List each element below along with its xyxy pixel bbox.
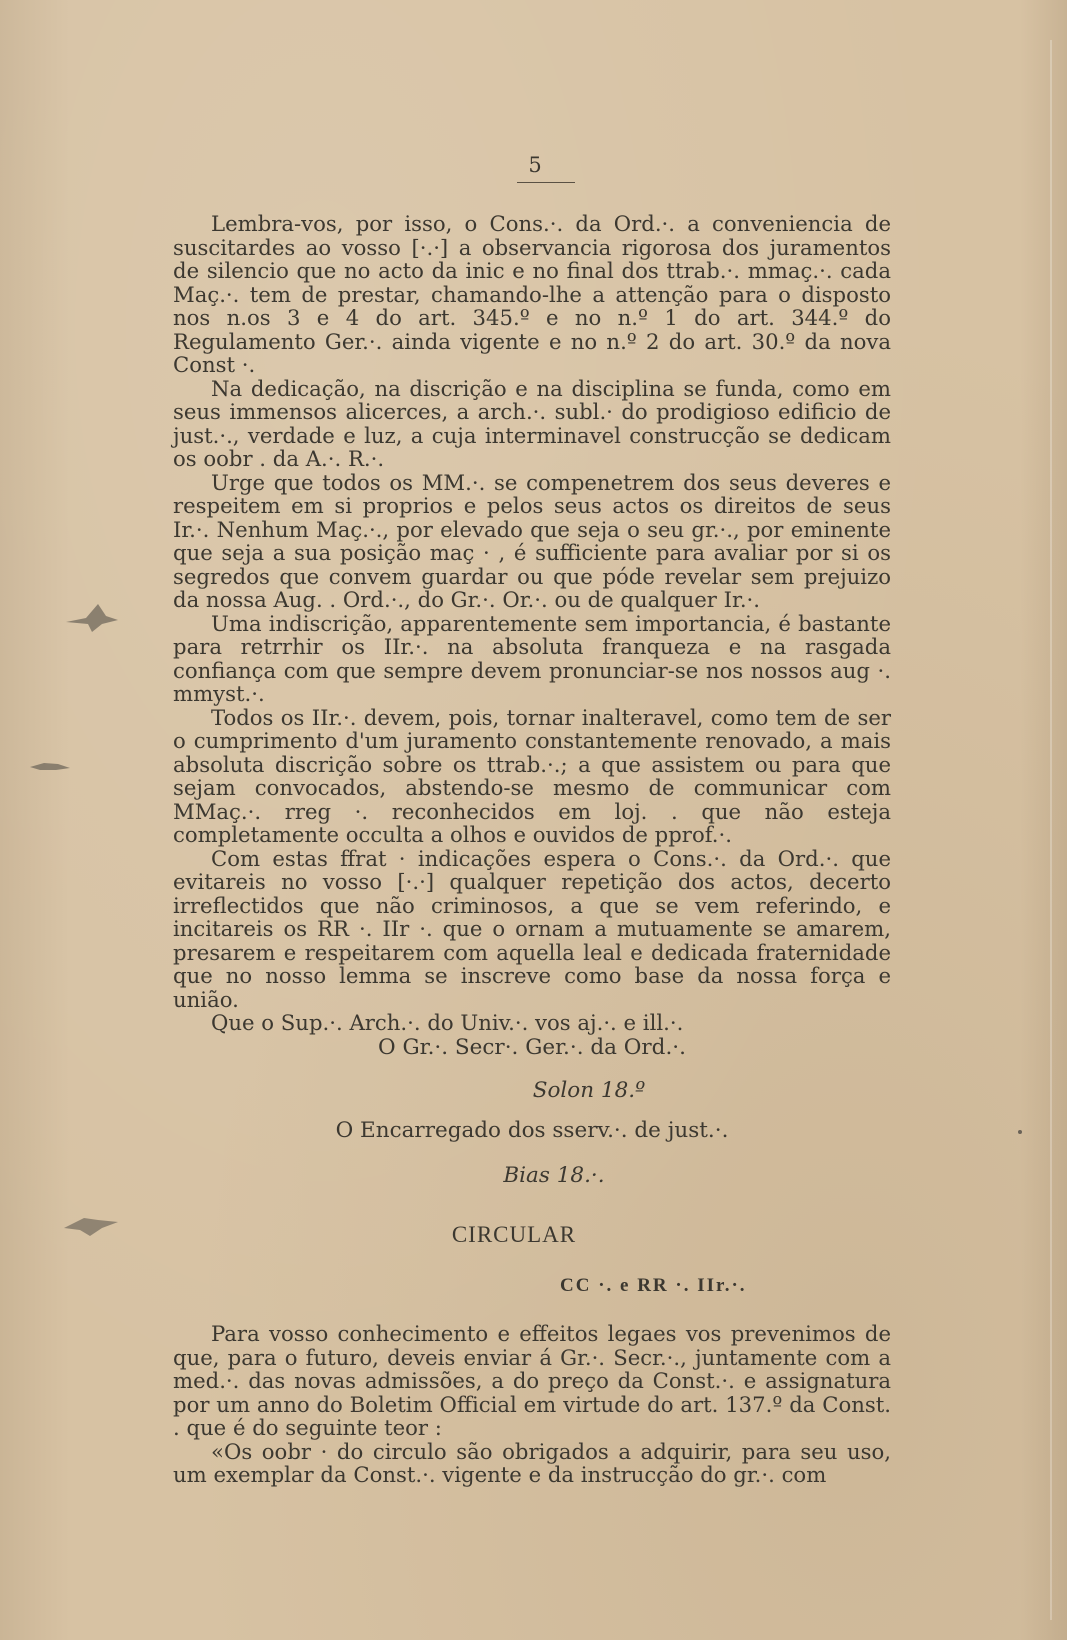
binding-mark-icon: [28, 755, 72, 777]
circular-paragraph: Para vosso conhecimento e effeitos legaes vos prevenimos de que, para o futuro, deveis enviar á Gr.·. Secr.·., juntamente com a med.·. das novas admissões, a do preço da Const.·. e assignatura por um anno do Boletim Official em virtude do art. 137.º da Const. . que é do seguinte teor :: [173, 1321, 891, 1440]
body-paragraph: Urge que todos os MM.·. se compenetrem dos seus deveres e respeitem em si proprios e pelos seus actos os direitos de seus Ir.·. Nenhum Maç.·., por elevado que seja o seu gr.·., por eminente que seja a sua posição maç · , é sufficiente para avaliar por si os segredos que convem guardar ou que póde revelar sem prejuizo da nossa Aug. . Ord.·., do Gr.·. Or.·. ou de qualquer Ir.·.: [173, 469, 891, 612]
page-number: 5: [528, 153, 542, 177]
circular-addressees: CC ·. e RR ·. IIr.·.: [560, 1275, 747, 1296]
secretary-title: O Gr.·. Secr·. Ger.·. da Ord.·.: [378, 1035, 686, 1060]
specks-decoration: [1018, 1130, 1022, 1134]
body-paragraph: Todos os IIr.·. devem, pois, tornar inalteravel, como tem de ser o cumprimento d'um juramento constantemente renovado, a mais absoluta discrição sobre os ttrab.·.; a que assistem ou para que sejam convocados, abstendo-se mesmo de communicar com MMaç.·. rreg ·. reconhecidos em loj. . que não esteja completamente occulta a olhos e ouvidos de pprof.·.: [173, 704, 891, 847]
circular-heading: CIRCULAR: [451, 1222, 577, 1247]
closing-line: Que o Sup.·. Arch.·. do Univ.·. vos aj.·. e ill.·.: [211, 1010, 684, 1035]
circular-body: [173, 1322, 891, 1487]
binding-mark-icon: [62, 600, 122, 634]
officer-name: Bias 18.·.: [503, 1163, 605, 1188]
body-paragraph: Com estas ffrat · indicações espera o Cons.·. da Ord.·. que evitareis no vosso [·.·] qualquer repetição dos actos, decerto irreflectidos que não criminosos, a que se vem referindo, e incitareis os RR ·. IIr ·. que o ornam a mutuamente se amarem, presarem e respeitarem com aquella leal e dedicada fraternidade que no nosso lemma se inscreve como base da nossa força e união.: [173, 845, 891, 1012]
body-paragraph: Uma indiscrição, apparentemente sem importancia, é bastante para retrrhir os IIr.·. na absoluta franqueza e na rasgada confiança com que sempre devem pronunciar-se nos nossos aug ·. mmyst.·.: [173, 610, 891, 706]
letter-body: [173, 212, 891, 1035]
binding-mark-icon: [58, 1210, 122, 1240]
page-number-rule: [517, 182, 575, 183]
secretary-name: Solon 18.º: [532, 1078, 646, 1103]
body-paragraph: Na dedicação, na discrição e na disciplina se funda, como em seus immensos alicerces, a arch.·. subl.· do prodigioso edificio de just.·., verdade e luz, a cuja interminavel construcção se dedicam os oobr . da A.·. R.·.: [173, 375, 891, 471]
circular-paragraph: «Os oobr · do circulo são obrigados a adquirir, para seu uso, um exemplar da Const.·. vigente e da instrucção do gr.·. com: [173, 1438, 891, 1487]
page-edge: [1050, 40, 1052, 1620]
body-paragraph: Lembra-vos, por isso, o Cons.·. da Ord.·. a conveniencia de suscitardes ao vosso [·.·] a observancia rigorosa dos juramentos de silencio que no acto da inic e no final dos ttrab.·. mmaç.·. cada Maç.·. tem de prestar, chamando-lhe a attenção para o disposto nos n.os 3 e 4 do art. 345.º e no n.º 1 do art. 344.º do Regulamento Ger.·. ainda vigente e no n.º 2 do art. 30.º da nova Const ·.: [173, 211, 891, 377]
officer-title: O Encarregado dos sserv.·. de just.·.: [335, 1118, 729, 1143]
